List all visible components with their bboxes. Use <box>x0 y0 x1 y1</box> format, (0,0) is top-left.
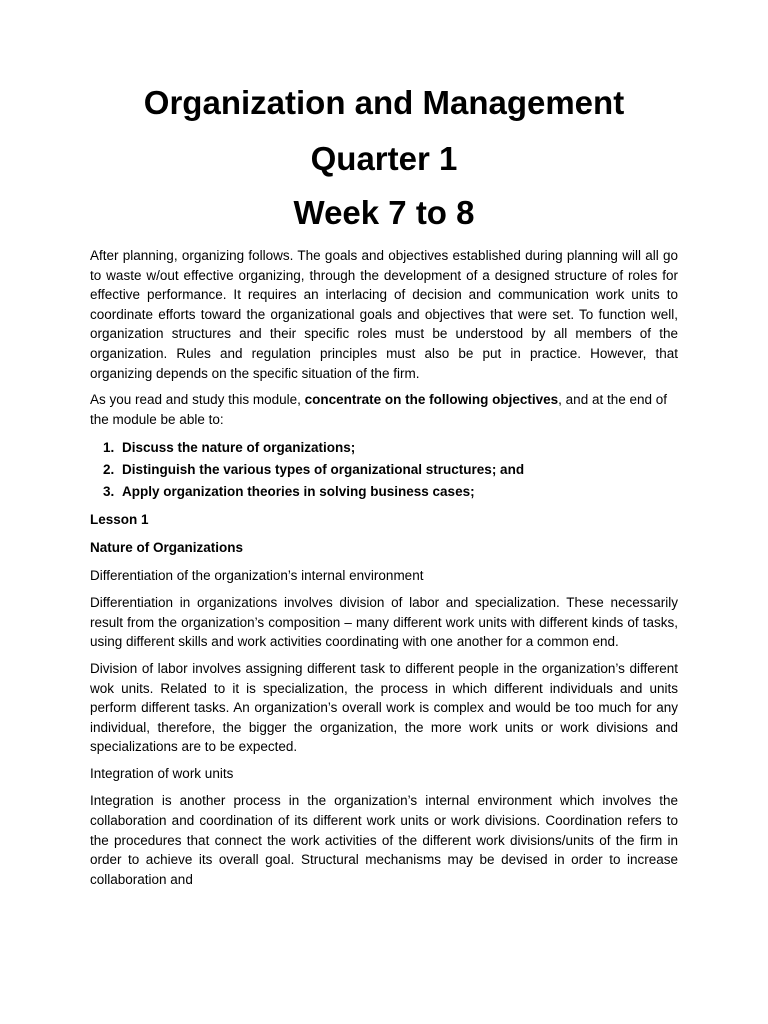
objectives-intro-before: As you read and study this module, <box>90 392 305 408</box>
objectives-intro <box>90 390 678 429</box>
lesson-title: Nature of Organizations <box>90 539 244 555</box>
document-week: Week 7 to 8 <box>293 194 475 231</box>
objectives-intro-after: , and at the end of the module be able to: <box>90 392 668 427</box>
section-differentiation-paragraph-1: Differentiation in organizations involves division of labor and specialization. These necessarily result from the organization’s composition – many different work units with different kinds of tasks, using different skills and work activities coordinating with one another for a common end. <box>90 595 678 650</box>
lesson-label: Lesson 1 <box>90 512 149 528</box>
section-differentiation-title: Differentiation of the organization’s internal environment <box>90 567 424 583</box>
list-item: 3. Apply organization theories in solving business cases; <box>118 481 678 503</box>
section-integration-title: Integration of work units <box>90 765 234 781</box>
section-integration-paragraph-1: Integration is another process in the organization’s internal environment which involves the collaboration and coordination of its different work units or work divisions. Coordination refers to the procedures that connect the work activities of the different work divisions/units of the firm in order to achieve its overall goal. Structural mechanisms may be devised in order to increase collaboration and <box>90 793 678 887</box>
objectives-list <box>90 437 678 503</box>
document-title: Organization and Management <box>143 84 625 121</box>
document-quarter: Quarter 1 <box>310 140 458 177</box>
list-item: 2. Distinguish the various types of organizational structures; and <box>118 459 678 481</box>
list-item: 1. Discuss the nature of organizations; <box>118 437 678 459</box>
intro-paragraph: After planning, organizing follows. The goals and objectives established during planning will all go to waste w/out effective organizing, through the development of a designed structure of roles for effective performance. It requires an interlacing of decision and communication work units to coordinate efforts toward the organizational goals and objectives that were set. To function well, organization structures and their specific roles must be understood by all members of the organization. Rules and regulation principles must also be put in practice. However, that organizing depends on the specific situation of the firm. <box>90 248 678 381</box>
objectives-intro-bold: concentrate on the following objectives <box>304 392 559 408</box>
section-differentiation-paragraph-2: Division of labor involves assigning different task to different people in the organization’s different wok units. Related to it is specialization, the process in which different individuals and units perform different tasks. An organization’s overall work is complex and would be too much for any individual, therefore, the bigger the organization, the more work units or work divisions and specializations are to be expected. <box>90 660 678 755</box>
